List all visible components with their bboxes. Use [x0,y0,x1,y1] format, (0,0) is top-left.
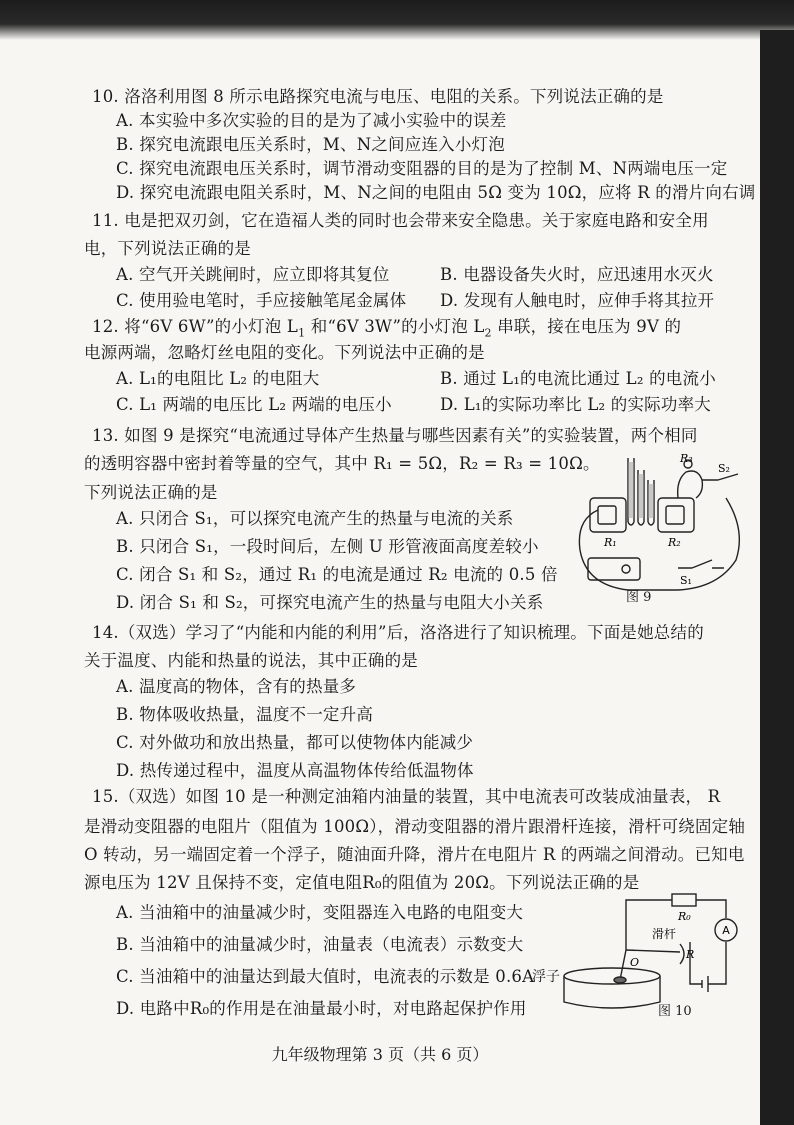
q15-stem-line4: 源电压为 12V 且保持不变，定值电阻R₀的阻值为 20Ω。下列说法正确的是 [84,873,640,892]
q12-stem-line2: 电源两端，忽略灯丝电阻的变化。下列说法中正确的是 [84,343,485,362]
q11-option-c: C. 使用验电笔时，手应接触笔尾金属体 [116,291,407,310]
fig9-label-r3: R₃ [680,452,693,465]
q12-option-d: D. L₁的实际功率比 L₂ 的实际功率大 [440,395,711,414]
q11-stem-line1: 11. 电是把双刃剑，它在造福人类的同时也会带来安全隐患。关于家庭电路和安全用 [92,211,709,230]
q10-option-a: A. 本实验中多次实验的目的是为了减小实验中的误差 [116,111,507,130]
fig9-label-r2: R₂ [668,536,681,549]
q13-option-a: A. 只闭合 S₁，可以探究电流产生的热量与电流的关系 [116,509,514,528]
q15-stem-line2: 是滑动变阻器的电阻片（阻值为 100Ω），滑动变阻器的滑片跟滑杆连接，滑杆可绕固定轴 [84,817,746,836]
figure-10-diagram [560,890,756,1010]
figure-10-caption: 图 10 [658,1004,692,1019]
q12-option-c: C. L₁ 两端的电压比 L₂ 两端的电压小 [116,395,392,414]
fig10-label-o: O [630,956,640,969]
q13-option-b: B. 只闭合 S₁，一段时间后，左侧 U 形管液面高度差较小 [116,537,539,556]
q10-stem: 10. 洛洛利用图 8 所示电路探究电流与电压、电阻的关系。下列说法正确的是 [92,87,664,106]
page-footer: 九年级物理第 3 页（共 6 页） [271,1045,489,1064]
q10-option-b: B. 探究电流跟电压关系时，M、N之间应连入小灯泡 [116,135,505,154]
q14-option-c: C. 对外做功和放出热量，都可以使物体内能减少 [116,733,474,752]
q13-stem-line1: 13. 如图 9 是探究“电流通过导体产生热量与哪些因素有关”的实验装置，两个相同 [92,426,698,445]
q14-option-d: D. 热传递过程中，温度从高温物体传给低温物体 [116,761,474,780]
q11-option-a: A. 空气开关跳闸时，应立即将其复位 [116,265,390,284]
q11-option-b: B. 电器设备失火时，应迅速用水灭火 [440,265,714,284]
scan-right-edge [760,30,794,1125]
q15-option-a: A. 当油箱中的油量减少时，变阻器连入电路的电阻变大 [116,903,524,922]
q12-option-a: A. L₁的电阻比 L₂ 的电阻大 [116,369,320,388]
fig10-label-r0: R₀ [678,910,691,923]
fig9-label-s1: S₁ [680,574,692,587]
q13-stem-line3: 下列说法正确的是 [84,483,218,502]
q15-option-c: C. 当油箱中的油量达到最大值时，电流表的示数是 0.6A [116,967,535,986]
q13-stem-line2: 的透明容器中密封着等量的空气，其中 R₁ = 5Ω，R₂ = R₃ = 10Ω。 [84,454,600,473]
q15-option-d: D. 电路中R₀的作用是在油量最小时，对电路起保护作用 [116,999,527,1018]
q11-stem-line2: 电，下列说法正确的是 [84,239,251,258]
q12-option-b: B. 通过 L₁的电流比通过 L₂ 的电流小 [440,369,716,388]
q14-stem-line1: 14.（双选）学习了“内能和内能的利用”后，洛洛进行了知识梳理。下面是她总结的 [92,623,704,642]
q10-option-c: C. 探究电流跟电压关系时，调节滑动变阻器的目的是为了控制 M、N两端电压一定 [116,159,728,178]
fig10-label-ammeter: A [722,924,730,937]
q14-option-a: A. 温度高的物体，含有的热量多 [116,677,357,696]
q14-option-b: B. 物体吸收热量，温度不一定升高 [116,705,374,724]
fig10-label-float: 浮子 [532,969,560,985]
q13-option-c: C. 闭合 S₁ 和 S₂，通过 R₁ 的电流是通过 R₂ 电流的 0.5 倍 [116,565,558,584]
q15-stem-line3: O 转动，另一端固定着一个浮子，随油面升降，滑片在电阻片 R 的两端之间滑动。已知电 [84,845,745,864]
q15-stem-line1: 15.（双选）如图 10 是一种测定油箱内油量的装置，其中电流表可改装成油量表， R [92,787,721,806]
fig9-label-r1: R₁ [604,536,617,549]
fig10-label-r: R [686,948,695,961]
q10-option-d: D. 探究电流跟电阻关系时，M、N之间的电阻由 5Ω 变为 10Ω，应将 R 的滑片向右调 [116,183,756,202]
q14-stem-line2: 关于温度、内能和热量的说法，其中正确的是 [84,651,418,670]
q15-option-b: B. 当油箱中的油量减少时，油量表（电流表）示数变大 [116,935,524,954]
q13-option-d: D. 闭合 S₁ 和 S₂，可探究电流产生的热量与电阻大小关系 [116,593,544,612]
fig10-label-rod: 滑杆 [652,927,677,941]
fig9-label-s2: S₂ [718,462,730,475]
q11-option-d: D. 发现有人触电时，应伸手将其拉开 [440,291,715,310]
figure-9-diagram [568,450,748,600]
q12-stem-line1: 12. 将“6V 6W”的小灯泡 $L_1$ 和“6V 3W”的小灯泡 $L_2$ 串联，接在电压为 9V 的 [92,317,682,340]
figure-9-caption: 图 9 [626,590,652,605]
